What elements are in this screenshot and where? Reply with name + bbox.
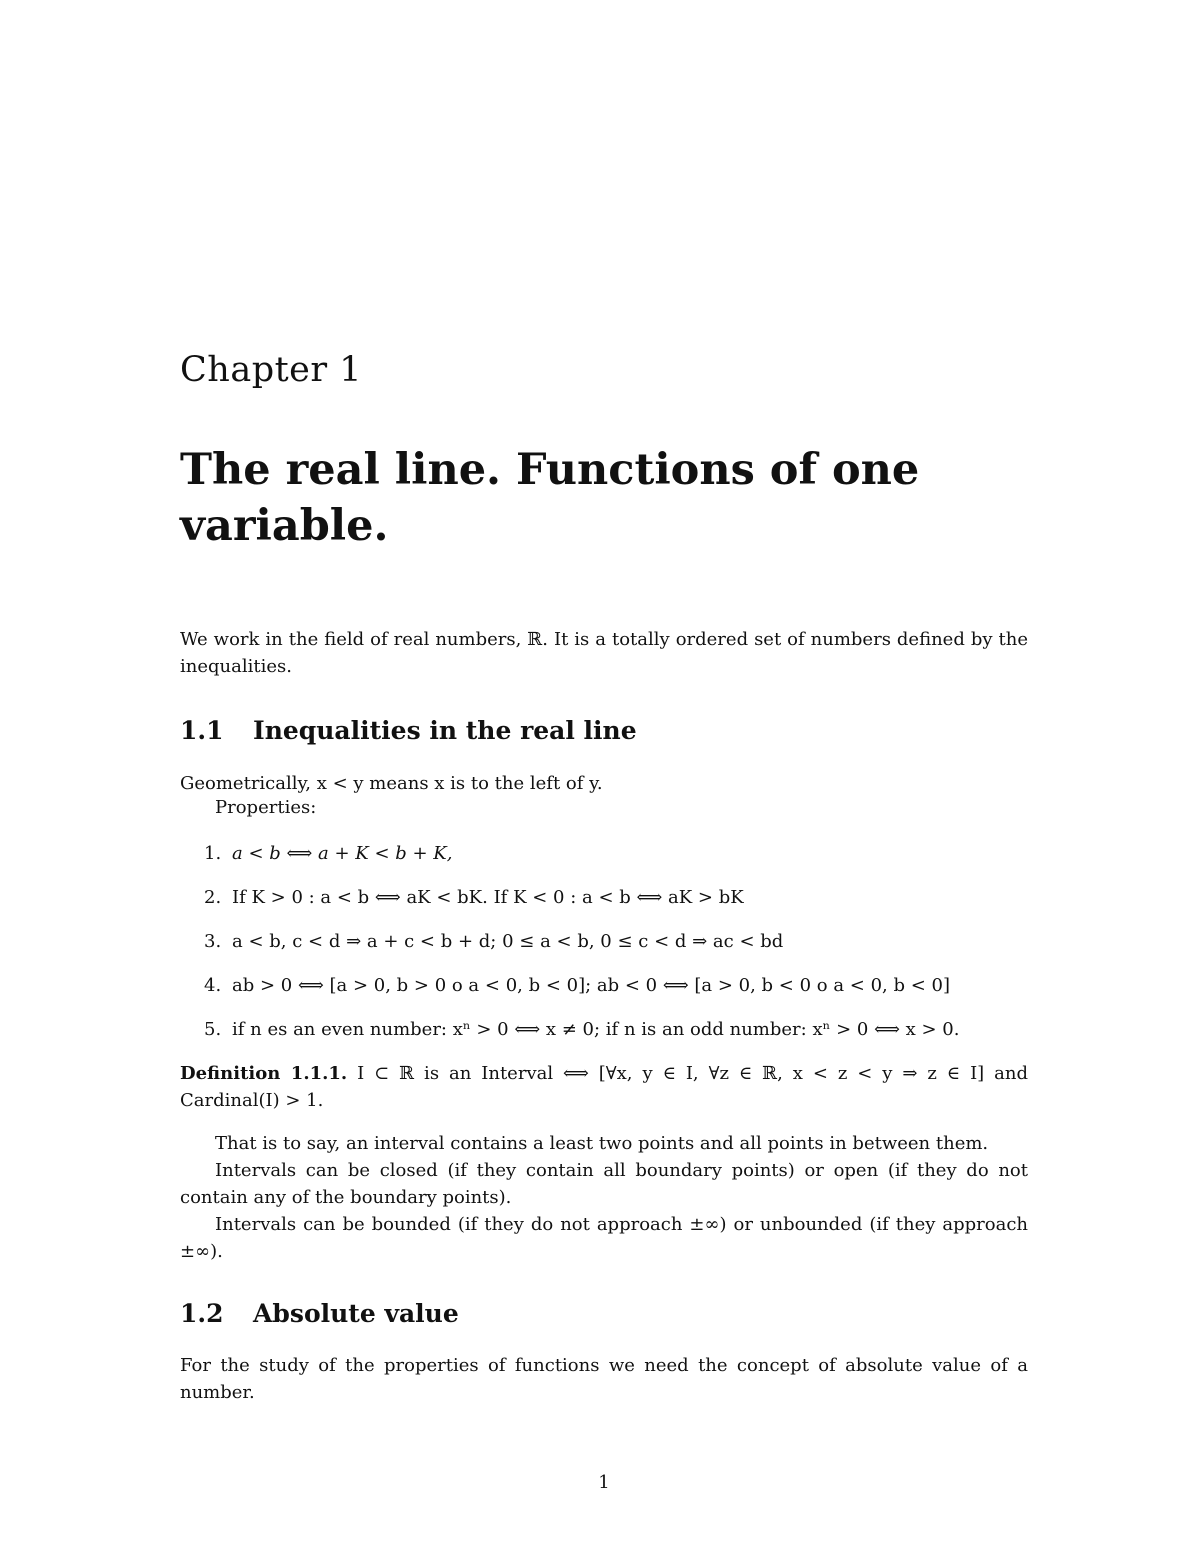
section-title: Inequalities in the real line bbox=[253, 716, 637, 745]
properties-label: Properties: bbox=[215, 797, 317, 818]
paragraph: Intervals can be bounded (if they do not approach ±∞) or unbounded (if they approach ±∞). bbox=[180, 1214, 1028, 1262]
interval-paragraphs bbox=[180, 1130, 1028, 1265]
chapter-label: Chapter 1 bbox=[180, 350, 362, 390]
list-item: 1. a < b ⟺ a + K < b + K, bbox=[204, 843, 453, 864]
list-item: 2. If K > 0 : a < b ⟺ aK < bK. If K < 0 : a < b ⟺ aK > bK bbox=[204, 887, 744, 908]
list-item: 4. ab > 0 ⟺ [a > 0, b > 0 o a < 0, b < 0]; ab < 0 ⟺ [a > 0, b < 0 o a < 0, b < 0] bbox=[204, 975, 951, 996]
definition-1-1-1 bbox=[180, 1060, 1028, 1114]
document-page bbox=[180, 0, 1028, 1553]
page-number: 1 bbox=[598, 1472, 610, 1493]
properties-list bbox=[180, 840, 1040, 1060]
intro-paragraph: We work in the field of real numbers, ℝ. It is a totally ordered set of numbers defined by the inequalities. bbox=[180, 629, 1028, 677]
paragraph: That is to say, an interval contains a least two points and all points in between them. bbox=[215, 1133, 989, 1154]
list-item: 3. a < b, c < d ⇒ a + c < b + d; 0 ≤ a < b, 0 ≤ c < d ⇒ ac < bd bbox=[204, 931, 784, 952]
definition-label: Definition 1.1.1. bbox=[180, 1063, 348, 1084]
list-item: 5. if n es an even number: xⁿ > 0 ⟺ x ≠ 0; if n is an odd number: xⁿ > 0 ⟺ x > 0. bbox=[204, 1019, 960, 1040]
section-number: 1.2 bbox=[180, 1299, 224, 1328]
absolute-value-paragraph: For the study of the properties of functions we need the concept of absolute value of a number. bbox=[180, 1355, 1028, 1403]
geometric-sentence: Geometrically, x < y means x is to the left of y. bbox=[180, 773, 603, 794]
section-title: Absolute value bbox=[253, 1299, 459, 1328]
section-number: 1.1 bbox=[180, 716, 224, 745]
section-heading-1-1 bbox=[180, 716, 637, 745]
chapter-title: The real line. Functions of one variable. bbox=[180, 445, 920, 551]
section-heading-1-2 bbox=[180, 1299, 459, 1328]
paragraph: Intervals can be closed (if they contain all boundary points) or open (if they do not contain any of the boundary points). bbox=[180, 1160, 1028, 1208]
definition-text: I ⊂ ℝ is an Interval ⟺ [∀x, y ∈ I, ∀z ∈ ℝ, x < z < y ⇒ z ∈ I] and Cardinal(I) > 1. bbox=[180, 1063, 1028, 1111]
